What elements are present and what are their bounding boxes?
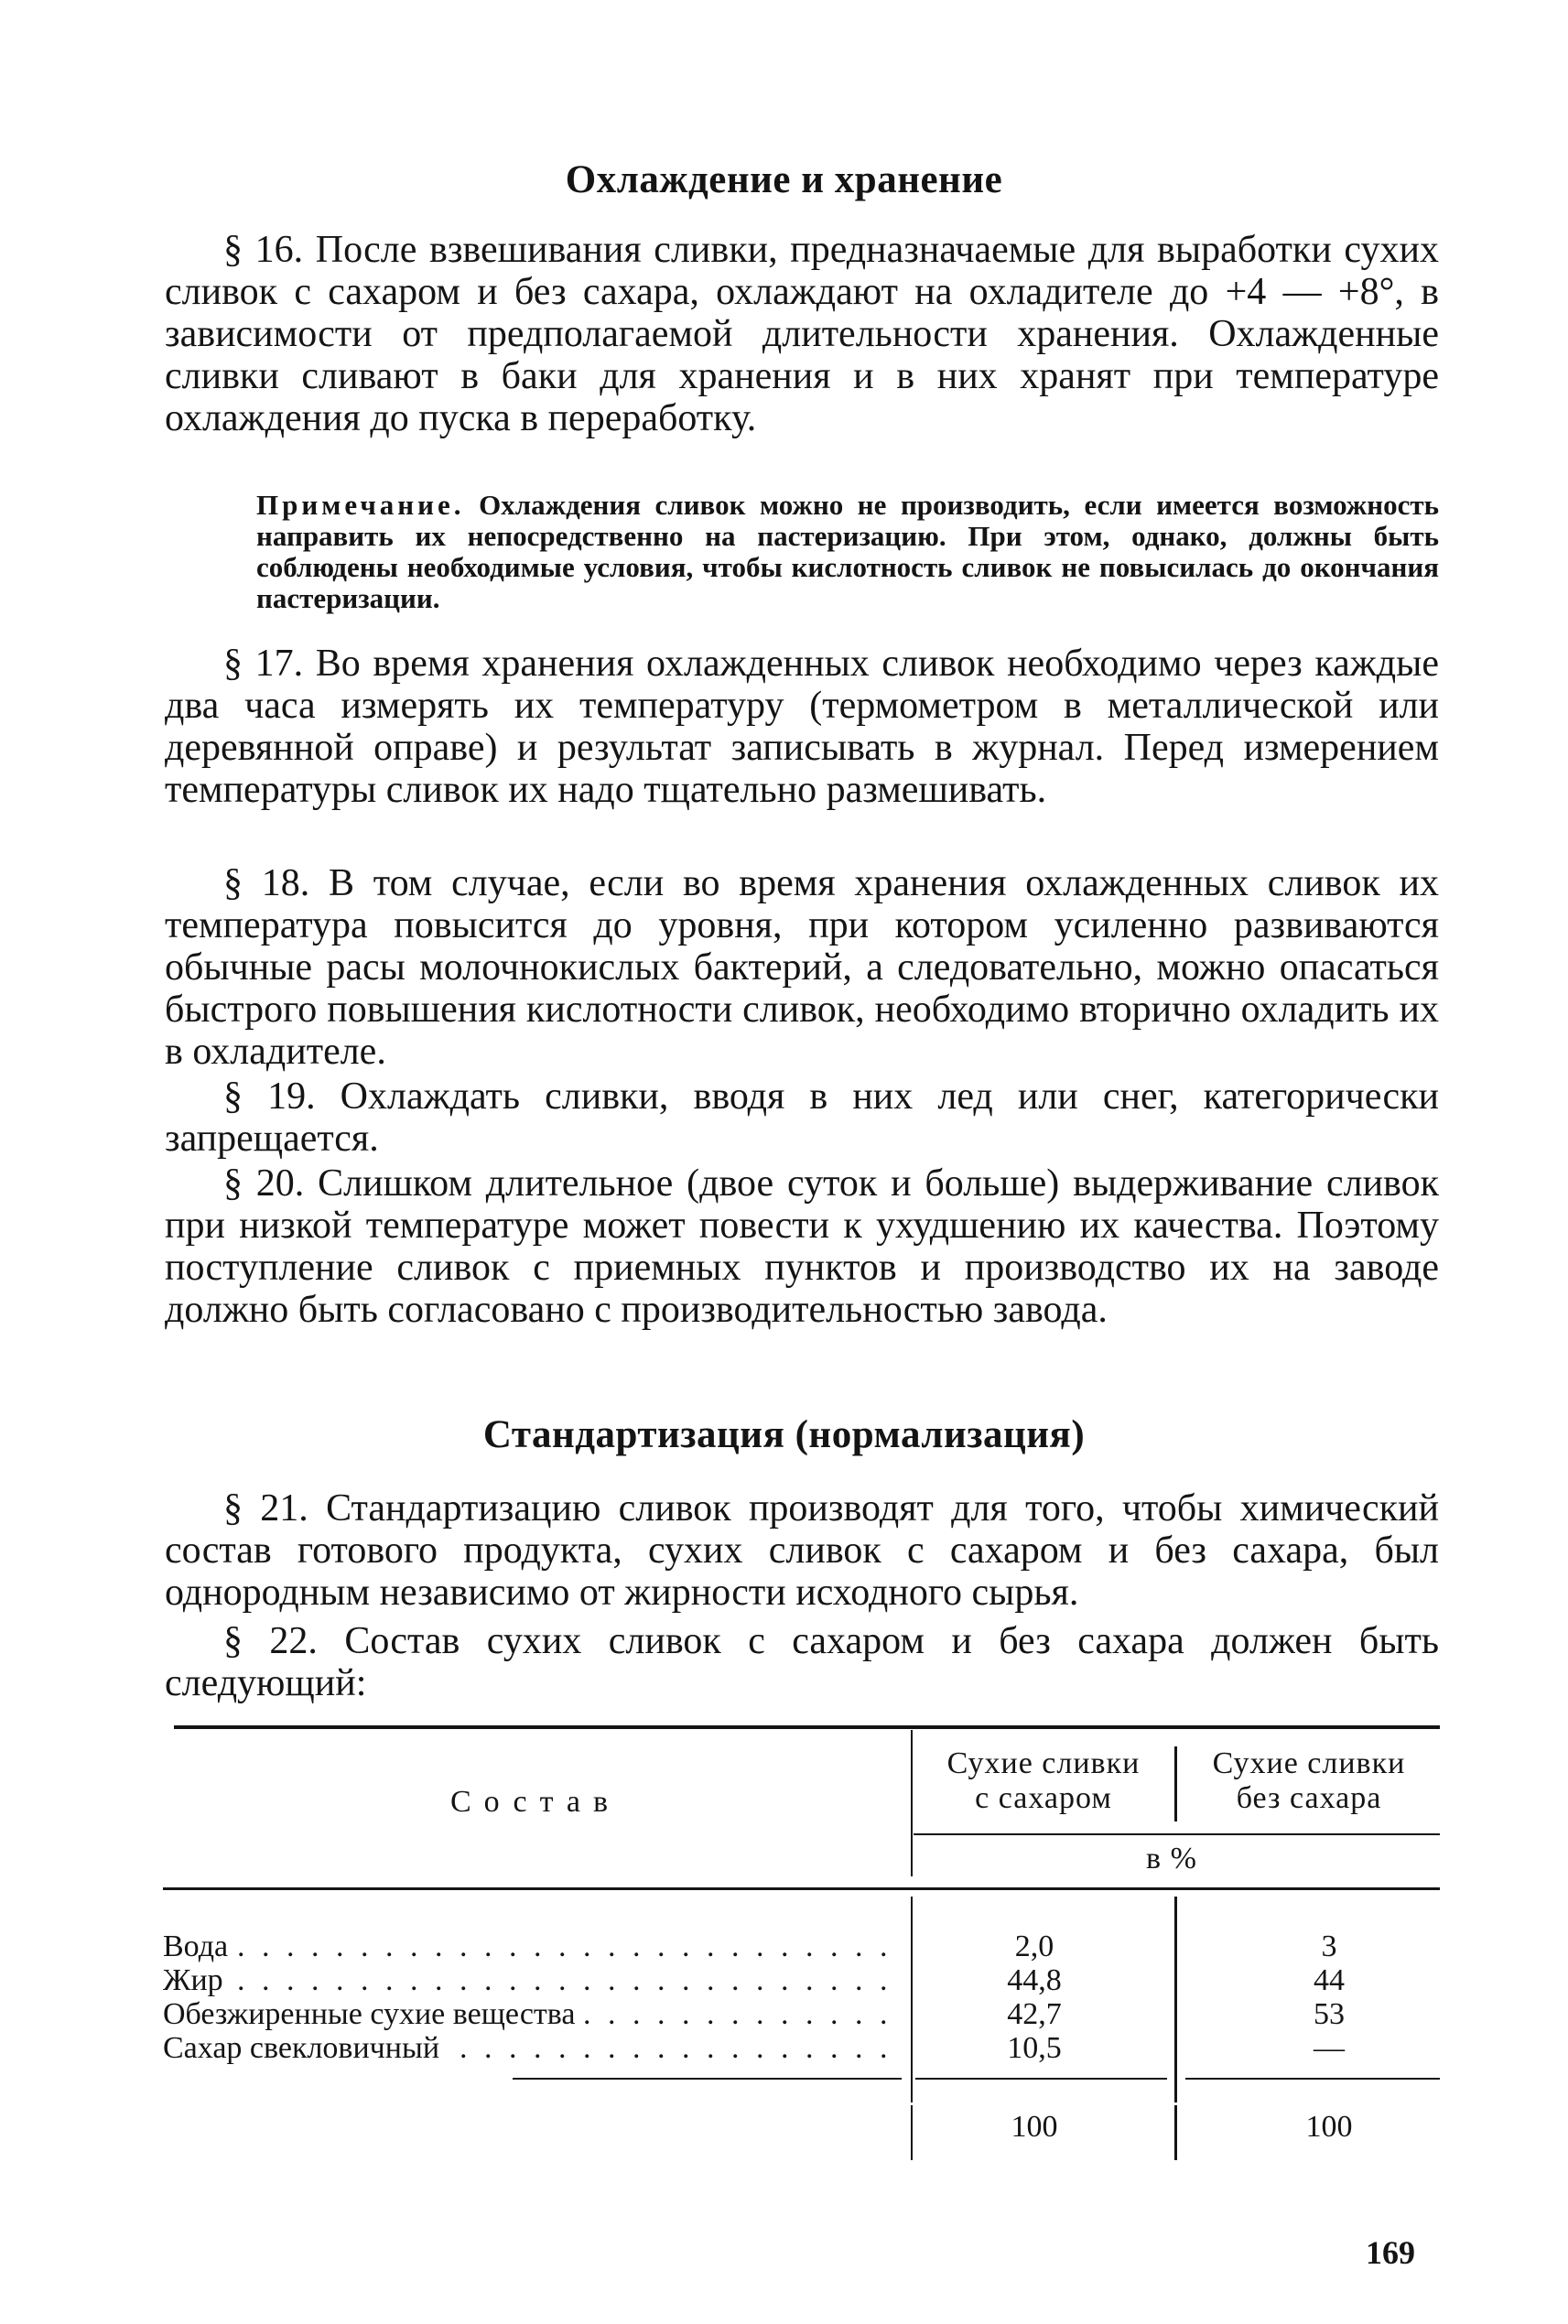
table-row-label: Вода . . . <box>163 1929 897 1963</box>
table-unit-rule <box>914 1833 1440 1835</box>
table-cell-without-sugar: — <box>1314 2031 1345 2065</box>
table-vertical-rule <box>1174 1746 1177 1821</box>
table-cell-without-sugar: 53 <box>1314 1997 1345 2031</box>
table-sum-rule <box>513 2078 902 2080</box>
table-row-label: Сахар свекловичный . . . <box>163 2031 897 2065</box>
column-header-without-sugar-line2: без сахара <box>1236 1781 1382 1815</box>
paragraph-20: § 20. Слишком длительное (двое суток и больше) выдерживание сливок при низкой температуре может повести к ухудшению их качества. Поэтому поступление сливок с приемных пунктов и производство их на заводе должно быть согласовано с производительностью завода. <box>165 1162 1439 1331</box>
table-row-label: Обезжиренные сухие вещества . . . <box>163 1997 897 2031</box>
table-cell-with-sugar: 42,7 <box>1007 1997 1062 2031</box>
table-cell-with-sugar: 44,8 <box>1007 1963 1062 1997</box>
table-total-with-sugar: 100 <box>1011 2110 1058 2144</box>
note <box>256 490 1439 614</box>
paragraph-16: § 16. После взвешивания сливки, предназначаемые для выработки сухих сливок с сахаром и без сахара, охлаждают на охладителе до +4 — +8°, в зависимости от предполагаемой длительности хранения. Охлажденные сливки сливают в баки для хранения и в них хранят при температуре охлаждения до пуска в переработку. <box>165 229 1439 439</box>
paragraph-17: § 17. Во время хранения охлажденных сливок необходимо через каждые два часа измерять их температуру (термометром в металлической или деревянной оправе) и результат записывать в журнал. Перед измерением температуры сливок их надо тщательно размешивать. <box>165 643 1439 811</box>
table-sum-rule <box>915 2078 1167 2080</box>
page-number: 169 <box>1366 2234 1415 2271</box>
table-top-rule <box>174 1725 1440 1729</box>
unit-label: в % <box>1146 1842 1197 1875</box>
table-sum-rule <box>1185 2078 1440 2080</box>
note-text: Охлаждения сливок можно не производить, если имеется возможность направить их непосредственно на пастеризацию. При этом, однако, должны быть соблюдены необходимые условия, чтобы кислотность сливок не повысилась до окончания пастеризации. <box>256 489 1440 614</box>
note-label: Примечание. <box>256 489 465 521</box>
table-vertical-rule <box>911 1730 913 1876</box>
table-vertical-rule <box>1174 1897 1177 2102</box>
table-vertical-rule <box>1174 2105 1177 2160</box>
column-header-without-sugar-line1: Сухие сливки <box>1212 1746 1406 1780</box>
table-header-rule <box>163 1887 1440 1890</box>
table-total-without-sugar: 100 <box>1305 2110 1353 2144</box>
table-cell-with-sugar: 10,5 <box>1007 2031 1062 2065</box>
paragraph-21: § 21. Стандартизацию сливок производят для того, чтобы химический состав готового продукта, сухих сливок с сахаром и без сахара, был однородным независимо от жирности исходного сырья. <box>165 1487 1439 1614</box>
table-vertical-rule <box>911 1897 913 2102</box>
section-heading-standardization: Стандартизация (нормализация) <box>482 1413 1086 1456</box>
section-heading-cooling: Охлаждение и хранение <box>565 158 1003 201</box>
column-header-composition: Состав <box>449 1785 622 1819</box>
paragraph-22: § 22. Состав сухих сливок с сахаром и без сахара должен быть следующий: <box>165 1620 1439 1704</box>
column-header-with-sugar-line2: с сахаром <box>975 1781 1112 1815</box>
paragraph-18: § 18. В том случае, если во время хранения охлажденных сливок их температура повысится до уровня, при котором усиленно развиваются обычные расы молочнокислых бактерий, а следовательно, можно опасаться быстрого повышения кислотности сливок, необходимо вторично охладить их в охладителе. <box>165 862 1439 1073</box>
table-cell-without-sugar: 3 <box>1321 1929 1337 1963</box>
table-vertical-rule <box>911 2105 913 2160</box>
table-row-label: Жир . . . <box>163 1963 897 1997</box>
table-cell-without-sugar: 44 <box>1314 1963 1345 1997</box>
paragraph-19: § 19. Охлаждать сливки, вводя в них лед или снег, категорически запрещается. <box>165 1076 1439 1160</box>
table-cell-with-sugar: 2,0 <box>1014 1929 1054 1963</box>
column-header-with-sugar-line1: Сухие сливки <box>946 1746 1141 1780</box>
